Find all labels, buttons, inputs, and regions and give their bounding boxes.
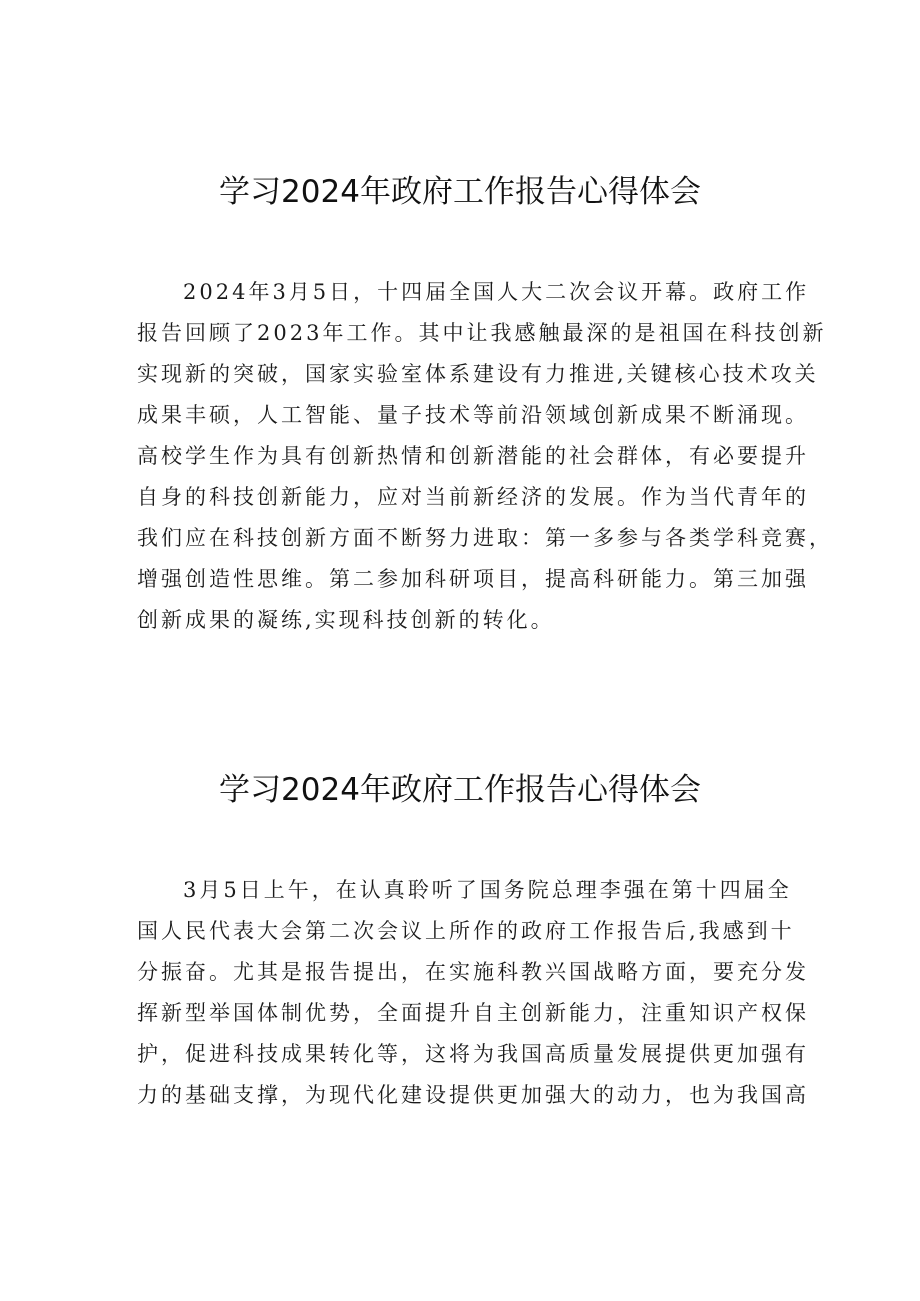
paragraph-line: 分振奋。尤其是报告提出，在实施科教兴国战略方面，要充分发 [137, 960, 809, 984]
paragraph-line: 护，促进科技成果转化等，这将为我国高质量发展提供更加强有 [137, 1042, 809, 1066]
paragraph-line: 实现新的突破，国家实验室体系建设有力推进,关键核心技术攻关 [137, 362, 819, 386]
paragraph-line: 自身的科技创新能力，应对当前新经济的发展。作为当代青年的 [137, 485, 809, 509]
paragraph-line: 高校学生作为具有创新热情和创新潜能的社会群体，有必要提升 [137, 444, 809, 468]
paragraph-line: 3月5日上午，在认真聆听了国务院总理李强在第十四届全 [183, 878, 792, 902]
paragraph-line: 成果丰硕，人工智能、量子技术等前沿领域创新成果不断涌现。 [137, 403, 809, 427]
paragraph-line: 创新成果的凝练,实现科技创新的转化。 [137, 608, 555, 632]
paragraph-line: 2024年3月5日，十四届全国人大二次会议开幕。政府工作 [183, 280, 810, 304]
paragraph-line: 力的基础支撑，为现代化建设提供更加强大的动力，也为我国高 [137, 1083, 809, 1107]
paragraph-line: 增强创造性思维。第二参加科研项目，提高科研能力。第三加强 [137, 567, 809, 591]
paragraph-line: 报告回顾了2023年工作。其中让我感触最深的是祖国在科技创新 [137, 321, 827, 345]
paragraph-line: 我们应在科技创新方面不断努力进取：第一多参与各类学科竞赛， [137, 526, 833, 550]
section-1-title: 学习2024年政府工作报告心得体会 [219, 174, 701, 210]
section-2-title: 学习2024年政府工作报告心得体会 [219, 772, 701, 808]
paragraph-line: 挥新型举国体制优势，全面提升自主创新能力，注重知识产权保 [137, 1001, 809, 1025]
section-1-paragraph [137, 272, 833, 641]
section-2-paragraph [137, 870, 809, 1116]
paragraph-line: 国人民代表大会第二次会议上所作的政府工作报告后,我感到十 [137, 919, 795, 943]
